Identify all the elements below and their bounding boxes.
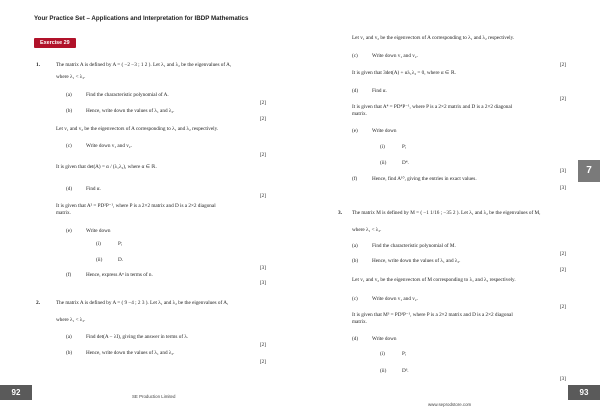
q3a-label: (a) xyxy=(352,243,358,249)
q1-where: where λ₁ < λ₂. xyxy=(56,74,86,80)
q3c-text: Write down v₁ and v₂. xyxy=(372,296,418,302)
q1a-text: Find the characteristic polynomial of A. xyxy=(86,92,169,98)
q2-where: where λ₁ < λ₂. xyxy=(56,317,86,323)
q1-stem: The matrix A is defined by A = ( −2 −3 ; 1 2 ). Let λ₁ and λ₂ be the eigenvalues of A, xyxy=(56,62,232,68)
q1c-marks: [2] xyxy=(259,152,266,158)
q3d-marks: [3] xyxy=(559,376,566,382)
q1b-marks: [2] xyxy=(259,116,266,122)
rd-label: (d) xyxy=(352,88,359,94)
rf-marks: [3] xyxy=(559,185,566,191)
q1c-label: (c) xyxy=(66,143,72,149)
r-given2b: matrix. xyxy=(352,111,367,117)
q3-number: 3. xyxy=(338,210,343,216)
q2a-marks: [2] xyxy=(259,342,266,348)
q3d-label: (d) xyxy=(352,336,359,342)
q1d-text: Find α. xyxy=(86,186,101,192)
q3b-label: (b) xyxy=(352,258,359,264)
q3a-text: Find the characteristic polynomial of M. xyxy=(372,243,456,249)
q3di-text: P; xyxy=(402,351,407,357)
q1f-text: Hence, express Aⁿ in terms of n. xyxy=(86,272,153,278)
q1a-marks: [2] xyxy=(259,100,266,106)
q1e-label: (e) xyxy=(66,228,72,234)
rd-text: Find α. xyxy=(372,88,387,94)
q3c-label: (c) xyxy=(352,296,358,302)
chapter-tab: 7 xyxy=(578,160,600,182)
q1d-label: (d) xyxy=(66,186,73,192)
reii-label: (ii) xyxy=(380,160,387,166)
page-number-right: 93 xyxy=(568,385,600,400)
r-top-let: Let v₁ and v₂ be the eigenvectors of A corresponding to λ₁ and λ₂ respectively. xyxy=(352,35,515,41)
q3di-label: (i) xyxy=(380,351,385,357)
q1-number: 1. xyxy=(36,62,41,68)
rei-text: P; xyxy=(402,144,407,150)
q2b-label: (b) xyxy=(66,350,73,356)
q1b-label: (b) xyxy=(66,108,73,114)
q1e-text: Write down xyxy=(86,228,111,234)
q3c-marks: [2] xyxy=(559,304,566,310)
q3-given: It is given that M³ = PD³P⁻¹, where P is a 2×2 matrix and D is a 2×2 diagonal xyxy=(352,312,513,318)
q2a-text: Find det(A − λI), giving the answer in terms of λ. xyxy=(86,334,189,340)
q1b-text: Hence, write down the values of λ₁ and λ₂. xyxy=(86,108,175,114)
q3-givenb: matrix. xyxy=(352,319,367,325)
rf-text: Hence, find A¹⁰, giving the entries in exact values. xyxy=(372,176,477,182)
rc-marks: [2] xyxy=(559,62,566,68)
q1f-label: (f) xyxy=(66,272,72,278)
re-marks: [3] xyxy=(559,168,566,174)
q1-given1: It is given that det(A) = α / (λ₁λ₂), where α ∈ ℝ. xyxy=(56,164,157,170)
q3-stem: The matrix M is defined by M = ( −1 1/16 ; −35 2 ). Let λ₁ and λ₂ be the eigenvalues of M, xyxy=(352,210,541,216)
q2-number: 2. xyxy=(36,300,41,306)
q2b-text: Hence, write down the values of λ₁ and λ₂. xyxy=(86,350,175,356)
q1-let: Let v₁ and v₂ be the eigenvectors of A corresponding to λ₁ and λ₂ respectively. xyxy=(56,126,219,132)
footer-right: www.seprodstore.com xyxy=(428,402,472,407)
q1d-marks: [2] xyxy=(259,193,266,199)
q3dii-text: D³. xyxy=(402,368,409,374)
running-header: Your Practice Set – Applications and Interpretation for IBDP Mathematics xyxy=(34,15,249,22)
rc-text: Write down v₁ and v₂. xyxy=(372,53,418,59)
q3-let: Let v₁ and v₂ be the eigenvectors of M corresponding to λ₁ and λ₂ respectively. xyxy=(352,277,516,283)
q1eii-text: D. xyxy=(118,257,124,263)
reii-text: D⁴. xyxy=(402,160,409,166)
rd-marks: [2] xyxy=(559,96,566,102)
r-given1: It is given that 3det(A) + αλ₁λ₂ = 0, where α ∈ ℝ. xyxy=(352,70,457,76)
q3a-marks: [2] xyxy=(559,251,566,257)
q1eii-label: (ii) xyxy=(96,257,103,263)
q2-stem: The matrix A is defined by A = ( 9 −4 ; 2 3 ). Let λ₁ and λ₂ be the eigenvalues of A, xyxy=(56,300,229,306)
rei-label: (i) xyxy=(380,144,385,150)
re-text: Write down xyxy=(372,128,397,134)
q1ei-label: (i) xyxy=(96,241,101,247)
q1-given2b: matrix. xyxy=(56,210,71,216)
re-label: (e) xyxy=(352,128,358,134)
q2a-label: (a) xyxy=(66,334,72,340)
r-given2: It is given that A⁴ = PD⁴P⁻¹, where P is a 2×2 matrix and D is a 2×2 diagonal xyxy=(352,104,513,110)
q3b-marks: [2] xyxy=(559,267,566,273)
q3b-text: Hence, write down the values of λ₁ and λ₂. xyxy=(372,258,461,264)
rf-label: (f) xyxy=(352,176,358,182)
q3dii-label: (ii) xyxy=(380,368,387,374)
q3-where: where λ₁ < λ₂. xyxy=(352,227,382,233)
rc-label: (c) xyxy=(352,53,358,59)
q2b-marks: [2] xyxy=(259,359,266,365)
footer-left: SE Production Limited xyxy=(132,394,176,399)
q1c-text: Write down v₁ and v₂. xyxy=(86,143,132,149)
q1-given2: It is given that A² = PD²P⁻¹, where P is a 2×2 matrix and D is a 2×2 diagonal xyxy=(56,203,216,209)
q1a-label: (a) xyxy=(66,92,72,98)
page-number-left: 92 xyxy=(0,385,32,400)
q1e-marks: [3] xyxy=(259,265,266,271)
q1ei-text: P; xyxy=(118,241,123,247)
exercise-badge: Exercise 29 xyxy=(34,38,76,48)
q3d-text: Write down xyxy=(372,336,397,342)
q1f-marks: [3] xyxy=(259,280,266,286)
